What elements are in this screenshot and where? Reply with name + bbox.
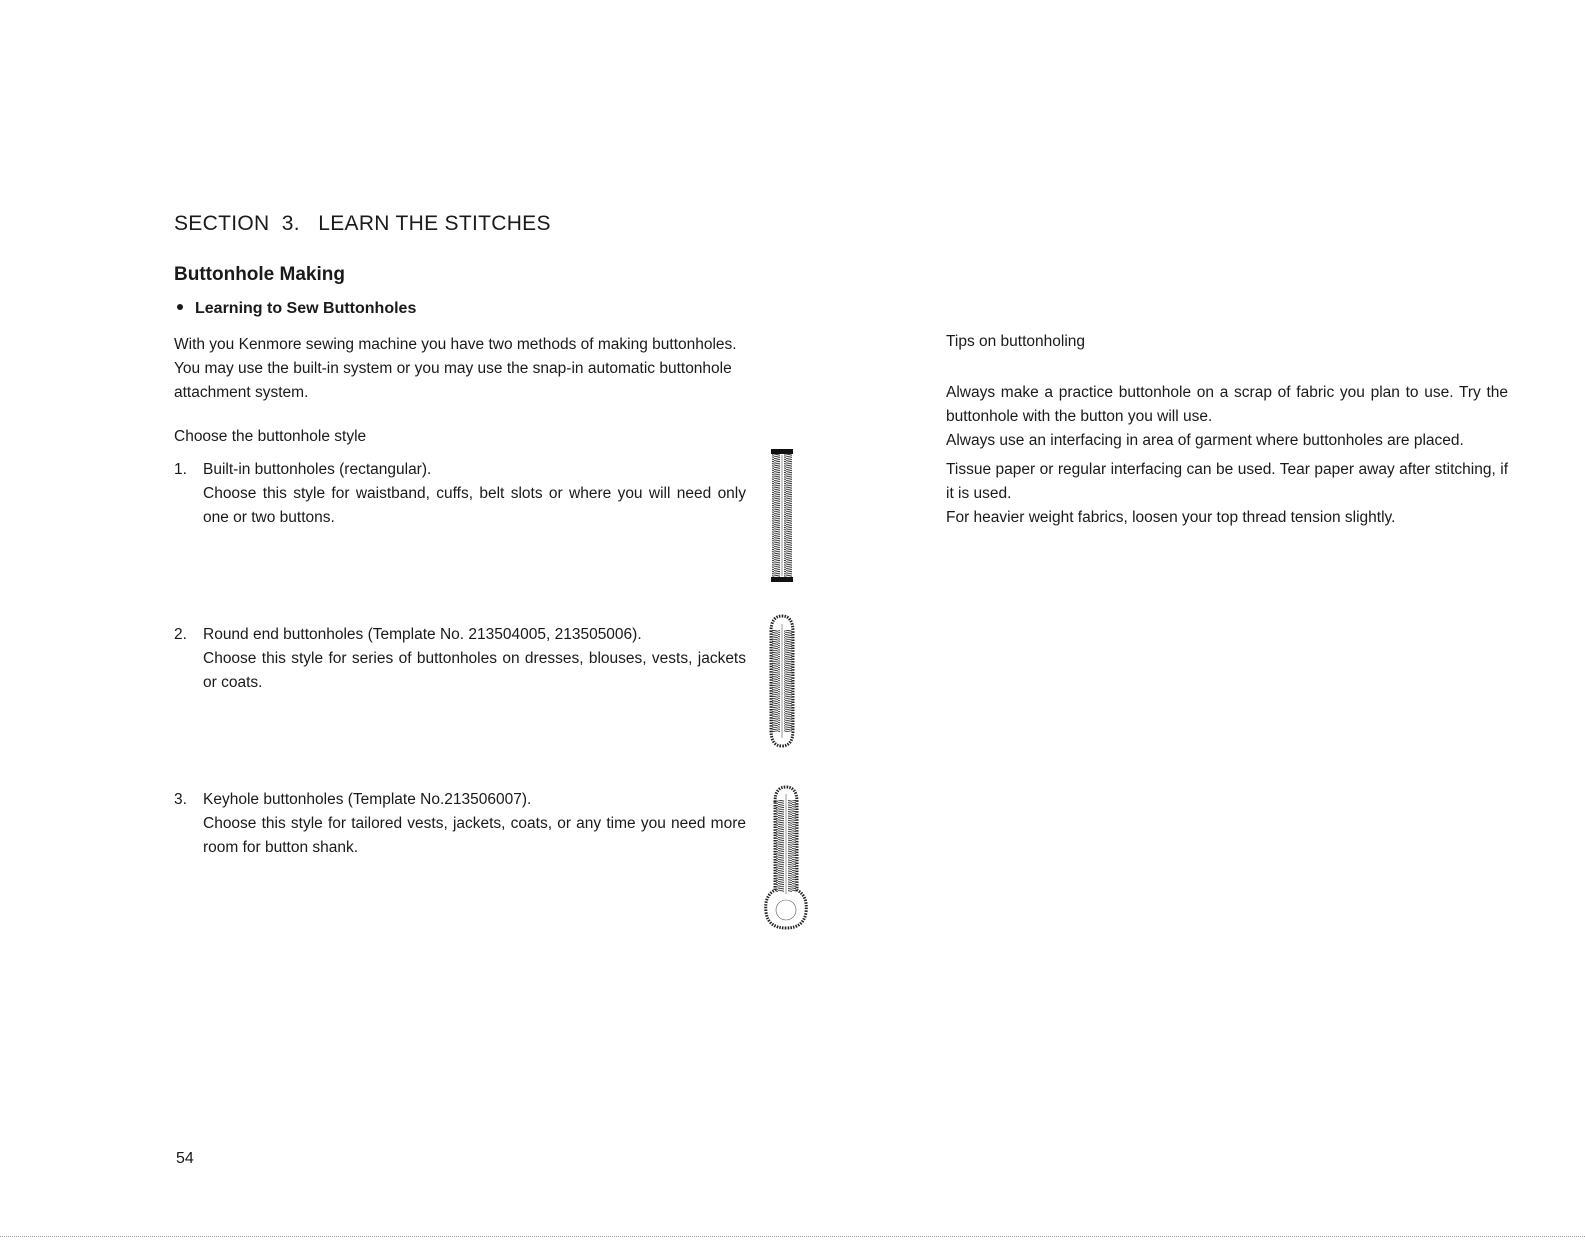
list-item-number: 3.	[174, 791, 187, 808]
tip-line: For heavier weight fabrics, loosen your top thread tension slightly.	[946, 509, 1396, 526]
list-item-number: 2.	[174, 626, 187, 643]
tips-list	[946, 381, 1508, 530]
tip-line: Tissue paper or regular interfacing can be used. Tear paper away after stitching, if it is used.	[946, 461, 1508, 502]
tips-title: Tips on buttonholing	[946, 333, 1086, 350]
list-item-title: Keyhole buttonholes (Template No.213506007).	[203, 791, 532, 808]
list-item-title: Built-in buttonholes (rectangular).	[203, 461, 432, 478]
list-item-number: 1.	[174, 461, 187, 478]
intro-paragraph: With you Kenmore sewing machine you have two methods of making buttonholes. You may use the built-in system or you may use the snap-in automatic buttonhole attachment system.	[174, 336, 737, 401]
list-item-description: Choose this style for tailored vests, jackets, coats, or any time you need more room for button shank.	[203, 815, 746, 856]
tip-line: Always use an interfacing in area of garment where buttonholes are placed.	[946, 432, 1464, 449]
bullet-icon	[177, 304, 183, 310]
rectangular-buttonhole-icon	[768, 447, 798, 587]
round-end-buttonhole-icon	[764, 612, 800, 752]
tip-line: Always make a practice buttonhole on a scrap of fabric you plan to use. Try the buttonhole with the button you will use.	[946, 384, 1508, 425]
subheading-label: Learning to Sew Buttonholes	[195, 300, 417, 317]
list-item-keyhole	[174, 788, 746, 860]
list-item-round-end	[174, 623, 746, 695]
page-bottom-border	[0, 1236, 1585, 1237]
section-title: SECTION 3. LEARN THE STITCHES	[174, 212, 551, 235]
choose-style-label: Choose the buttonhole style	[174, 428, 367, 445]
list-item-rectangular	[174, 458, 746, 530]
page-heading: Buttonhole Making	[174, 264, 345, 285]
page-number: 54	[176, 1150, 194, 1167]
list-item-title: Round end buttonholes (Template No. 213504005, 213505006).	[203, 626, 642, 643]
list-item-description: Choose this style for waistband, cuffs, belt slots or where you will need only one or two buttons.	[203, 485, 746, 526]
keyhole-buttonhole-icon	[764, 782, 810, 932]
subheading	[177, 300, 416, 318]
list-item-description: Choose this style for series of buttonholes on dresses, blouses, vests, jackets or coats.	[203, 650, 746, 691]
